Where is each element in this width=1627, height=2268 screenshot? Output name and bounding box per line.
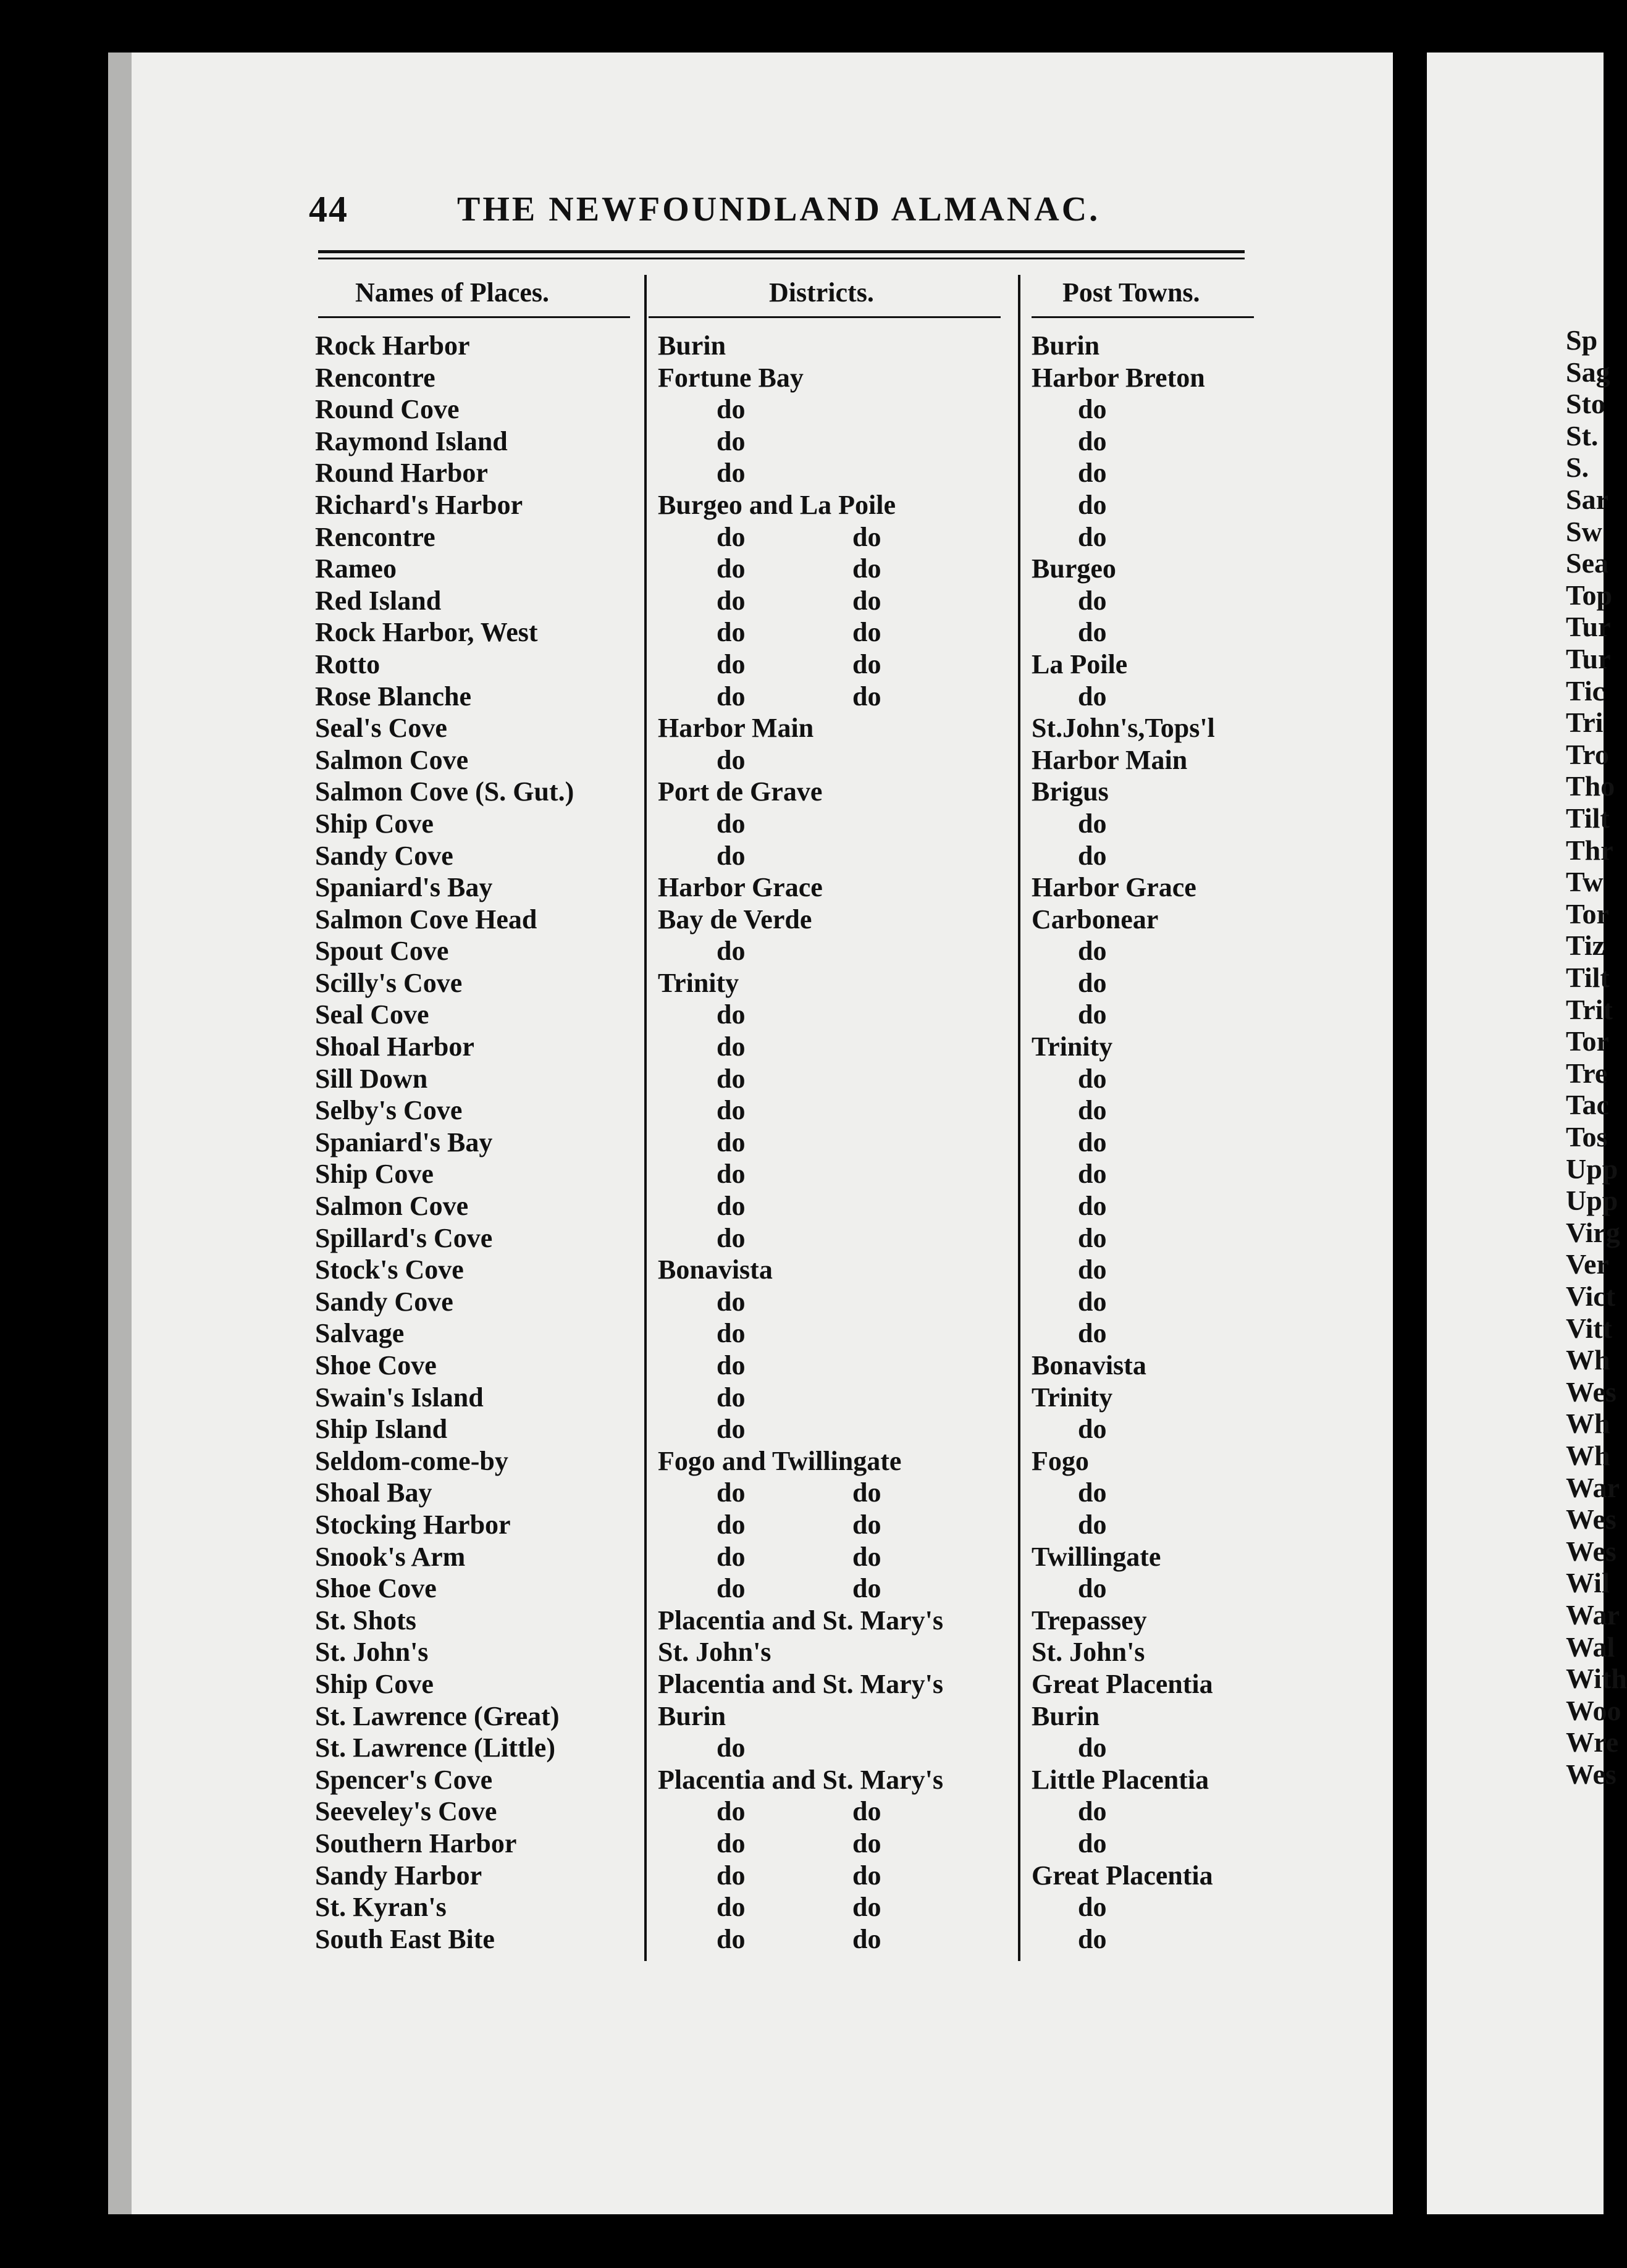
place-name: Rameo <box>315 553 397 584</box>
district-ditto: do <box>852 553 881 584</box>
post-town-name: Great Placentia <box>1032 1860 1213 1891</box>
district-name: do <box>717 1095 746 1126</box>
facing-page-fragment: Wh <box>1566 1408 1610 1440</box>
district-name: do <box>717 1860 746 1891</box>
district-name: do <box>717 681 746 712</box>
table-row <box>0 1891 1604 1923</box>
place-name: Spencer's Cove <box>315 1764 493 1795</box>
table-row <box>0 426 1604 458</box>
table-row <box>0 1541 1604 1573</box>
facing-page-fragment: Tur <box>1566 611 1611 643</box>
place-name: Ship Island <box>315 1414 448 1445</box>
district-ditto: do <box>852 1860 881 1891</box>
district-name: Trinity <box>658 967 739 998</box>
table-row <box>0 967 1604 999</box>
post-town-name: Trinity <box>1032 1031 1113 1062</box>
district-name: do <box>717 1286 746 1317</box>
table-row <box>0 489 1604 521</box>
facing-page-fragment: Woo <box>1566 1694 1621 1726</box>
post-town-name: La Poile <box>1032 649 1128 679</box>
facing-page-fragment: Sp <box>1566 324 1598 356</box>
place-name: South East Bite <box>315 1923 495 1954</box>
table-row <box>0 362 1604 394</box>
places-table <box>0 330 1604 1955</box>
district-name: do <box>717 458 746 489</box>
place-name: Salmon Cove (S. Gut.) <box>315 776 574 807</box>
post-town-name: Brigus <box>1032 776 1109 807</box>
post-town-name: do <box>1078 1923 1107 1954</box>
facing-page-fragment: War <box>1566 1471 1620 1503</box>
district-name: do <box>717 1828 746 1858</box>
place-name: Spaniard's Bay <box>315 1127 493 1157</box>
facing-page-fragment: War <box>1566 1599 1620 1631</box>
table-row <box>0 1477 1604 1509</box>
district-name: Burin <box>658 1700 726 1731</box>
table-row <box>0 1286 1604 1318</box>
district-name: Placentia and St. Mary's <box>658 1605 943 1636</box>
post-town-name: Burgeo <box>1032 553 1116 584</box>
district-name: Bay de Verde <box>658 904 812 934</box>
district-name: Burin <box>658 330 726 361</box>
district-ditto: do <box>852 1509 881 1540</box>
district-name: do <box>717 1509 746 1540</box>
table-row <box>0 904 1604 936</box>
facing-page-fragment: Tilt <box>1566 962 1610 993</box>
facing-page-fragment: Wes <box>1566 1535 1616 1567</box>
facing-page-fragment: Wal <box>1566 1631 1615 1663</box>
place-name: Sandy Cove <box>315 1286 453 1317</box>
place-name: St. Lawrence (Great) <box>315 1700 560 1731</box>
place-name: Red Island <box>315 585 442 616</box>
table-row <box>0 1828 1604 1860</box>
facing-page-fragment: Thr <box>1566 834 1613 866</box>
district-name: do <box>717 1923 746 1954</box>
district-name: do <box>717 1382 746 1413</box>
table-row <box>0 1509 1604 1541</box>
post-town-name: St.John's,Tops'l <box>1032 713 1215 744</box>
place-name: Shoal Bay <box>315 1477 432 1508</box>
facing-page-fragment: Tro <box>1566 738 1609 770</box>
table-row <box>0 681 1604 713</box>
place-name: Shoe Cove <box>315 1573 437 1604</box>
post-town-name: Twillingate <box>1032 1541 1161 1572</box>
district-name: do <box>717 744 746 775</box>
post-town-name: do <box>1078 394 1107 425</box>
place-name: Ship Cove <box>315 1668 434 1699</box>
district-ditto: do <box>852 1541 881 1572</box>
table-row <box>0 1127 1604 1159</box>
post-town-name: Fogo <box>1032 1445 1089 1476</box>
district-name: Harbor Grace <box>658 872 823 903</box>
column-rule-post-towns <box>1032 316 1254 318</box>
district-name: St. John's <box>658 1637 771 1668</box>
table-row <box>0 872 1604 904</box>
header-rule-thick <box>318 250 1245 253</box>
place-name: Rose Blanche <box>315 681 471 712</box>
post-town-name: Carbonear <box>1032 904 1159 934</box>
post-town-name: do <box>1078 1573 1107 1604</box>
district-name: do <box>717 521 746 552</box>
place-name: Salmon Cove <box>315 744 469 775</box>
place-name: Selby's Cove <box>315 1095 463 1126</box>
post-town-name: Trinity <box>1032 1382 1113 1413</box>
place-name: Round Cove <box>315 394 460 425</box>
facing-page-fragment: Tor <box>1566 1025 1609 1057</box>
district-name: Burgeo and La Poile <box>658 489 896 520</box>
district-name: do <box>717 1031 746 1062</box>
district-name: do <box>717 1127 746 1157</box>
post-town-name: Burin <box>1032 330 1100 361</box>
post-town-name: do <box>1078 681 1107 712</box>
facing-page-fragment: Wh <box>1566 1344 1610 1376</box>
district-ditto: do <box>852 649 881 679</box>
district-name: do <box>717 1541 746 1572</box>
facing-page-fragment: Wes <box>1566 1376 1616 1408</box>
table-row <box>0 712 1604 744</box>
table-row <box>0 1222 1604 1254</box>
district-ditto: do <box>852 585 881 616</box>
district-name: do <box>717 426 746 456</box>
facing-page-fragment: Tiz <box>1566 930 1605 962</box>
post-town-name: Trepassey <box>1032 1605 1147 1636</box>
district-name: do <box>717 1159 746 1190</box>
place-name: St. Lawrence (Little) <box>315 1732 555 1763</box>
district-ditto: do <box>852 1477 881 1508</box>
post-town-name: do <box>1078 1414 1107 1445</box>
page-number: 44 <box>309 189 348 230</box>
district-name: do <box>717 1892 746 1923</box>
table-row <box>0 521 1604 553</box>
table-row <box>0 1923 1604 1955</box>
place-name: Ship Cove <box>315 808 434 839</box>
place-name: Sandy Harbor <box>315 1860 482 1891</box>
district-name: do <box>717 1222 746 1253</box>
table-row <box>0 808 1604 840</box>
district-name: do <box>717 999 746 1030</box>
district-name: do <box>717 1573 746 1604</box>
district-name: do <box>717 840 746 871</box>
post-town-name: Harbor Main <box>1032 744 1188 775</box>
place-name: Rencontre <box>315 362 435 393</box>
district-name: Fogo and Twillingate <box>658 1445 902 1476</box>
post-town-name: do <box>1078 1254 1107 1285</box>
table-row <box>0 1700 1604 1732</box>
post-town-name: do <box>1078 617 1107 648</box>
district-name: do <box>717 553 746 584</box>
post-town-name: do <box>1078 1159 1107 1190</box>
post-town-name: do <box>1078 1095 1107 1126</box>
facing-page-fragment: Tw <box>1566 866 1604 898</box>
table-row <box>0 1031 1604 1063</box>
post-town-name: do <box>1078 1892 1107 1923</box>
post-town-name: do <box>1078 585 1107 616</box>
district-name: do <box>717 1063 746 1094</box>
facing-page-fragment: Ver <box>1566 1248 1609 1280</box>
facing-page-fragment: Wh <box>1566 1440 1610 1471</box>
place-name: St. Shots <box>315 1605 416 1636</box>
place-name: Sandy Cove <box>315 840 453 871</box>
district-ditto: do <box>852 681 881 712</box>
table-row <box>0 1094 1604 1127</box>
place-name: Richard's Harbor <box>315 489 523 520</box>
district-name: do <box>717 1191 746 1222</box>
district-name: do <box>717 936 746 967</box>
facing-page-fragment: Upp <box>1566 1185 1618 1217</box>
post-town-name: do <box>1078 1286 1107 1317</box>
place-name: Shoe Cove <box>315 1350 437 1380</box>
post-town-name: do <box>1078 1222 1107 1253</box>
place-name: Raymond Island <box>315 426 508 456</box>
post-town-name: do <box>1078 1732 1107 1763</box>
table-row <box>0 776 1604 808</box>
facing-page-fragment: With <box>1566 1663 1627 1695</box>
district-ditto: do <box>852 521 881 552</box>
facing-page-fragment: Tos <box>1566 1121 1608 1153</box>
district-name: do <box>717 1414 746 1445</box>
table-row <box>0 1860 1604 1892</box>
post-town-name: do <box>1078 489 1107 520</box>
place-name: Round Harbor <box>315 458 488 489</box>
table-row <box>0 457 1604 489</box>
district-ditto: do <box>852 617 881 648</box>
place-name: Salmon Cove Head <box>315 904 537 934</box>
post-town-name: Harbor Breton <box>1032 362 1205 393</box>
facing-page-fragment: Virg <box>1566 1216 1620 1248</box>
district-name: do <box>717 808 746 839</box>
district-name: do <box>717 617 746 648</box>
table-row <box>0 1636 1604 1668</box>
facing-page-fragment: Sar <box>1566 484 1608 515</box>
district-name: do <box>717 649 746 679</box>
place-name: Salvage <box>315 1318 405 1349</box>
column-header-places: Names of Places. <box>355 277 550 308</box>
table-row <box>0 616 1604 649</box>
post-town-name: do <box>1078 1509 1107 1540</box>
table-row <box>0 553 1604 585</box>
facing-page-fragment: Sag <box>1566 356 1610 388</box>
post-town-name: do <box>1078 1796 1107 1827</box>
post-town-name: do <box>1078 1127 1107 1157</box>
table-row <box>0 999 1604 1031</box>
column-rule-districts <box>649 316 1001 318</box>
table-row <box>0 935 1604 967</box>
district-ditto: do <box>852 1573 881 1604</box>
table-row <box>0 1445 1604 1477</box>
table-row <box>0 585 1604 617</box>
facing-page-fragment: S. <box>1566 452 1589 484</box>
district-name: Port de Grave <box>658 776 823 807</box>
facing-page-fragment: Sw <box>1566 515 1602 547</box>
table-row <box>0 1190 1604 1222</box>
facing-page-fragment: Tho <box>1566 770 1615 802</box>
table-row <box>0 1732 1604 1764</box>
post-town-name: do <box>1078 840 1107 871</box>
table-row <box>0 1317 1604 1350</box>
facing-page-fragment: Wes <box>1566 1503 1616 1535</box>
post-town-name: do <box>1078 521 1107 552</box>
post-town-name: do <box>1078 426 1107 456</box>
district-ditto: do <box>852 1796 881 1827</box>
place-name: St. John's <box>315 1637 429 1668</box>
district-name: Placentia and St. Mary's <box>658 1764 943 1795</box>
district-name: Bonavista <box>658 1254 773 1285</box>
facing-page-fragment: Tri <box>1566 707 1604 739</box>
place-name: St. Kyran's <box>315 1892 447 1923</box>
district-name: Harbor Main <box>658 713 814 744</box>
place-name: Seldom-come-by <box>315 1445 508 1476</box>
facing-page-fragment: Wil <box>1566 1567 1610 1599</box>
district-name: do <box>717 394 746 425</box>
place-name: Rotto <box>315 649 380 679</box>
table-row <box>0 1382 1604 1414</box>
column-rule-places <box>318 316 630 318</box>
post-town-name: do <box>1078 808 1107 839</box>
district-ditto: do <box>852 1828 881 1858</box>
table-row <box>0 393 1604 426</box>
facing-page-fragment: Tur <box>1566 643 1611 674</box>
post-town-name: do <box>1078 1063 1107 1094</box>
district-name: do <box>717 1796 746 1827</box>
page-header <box>309 188 1235 238</box>
district-name: Placentia and St. Mary's <box>658 1668 943 1699</box>
district-name: do <box>717 1477 746 1508</box>
post-town-name: Bonavista <box>1032 1350 1146 1380</box>
place-name: Rencontre <box>315 521 435 552</box>
place-name: Seal's Cove <box>315 713 447 744</box>
district-name: Fortune Bay <box>658 362 804 393</box>
post-town-name: do <box>1078 1191 1107 1222</box>
table-row <box>0 1350 1604 1382</box>
place-name: Stock's Cove <box>315 1254 464 1285</box>
facing-page-fragment: Tre <box>1566 1057 1608 1089</box>
table-row <box>0 1254 1604 1286</box>
header-rule-thin <box>318 258 1245 259</box>
facing-page-fragment: Sea <box>1566 547 1608 579</box>
facing-page-fragment: Sto <box>1566 388 1605 420</box>
post-town-name: do <box>1078 967 1107 998</box>
column-header-districts: Districts. <box>769 277 874 308</box>
post-town-name: do <box>1078 1318 1107 1349</box>
post-town-name: do <box>1078 936 1107 967</box>
place-name: Spaniard's Bay <box>315 872 493 903</box>
place-name: Spillard's Cove <box>315 1222 493 1253</box>
table-row <box>0 330 1604 362</box>
facing-page-fragment: Tor <box>1566 897 1609 930</box>
table-row <box>0 744 1604 776</box>
district-ditto: do <box>852 1923 881 1954</box>
place-name: Seeveley's Cove <box>315 1796 497 1827</box>
running-title: THE NEWFOUNDLAND ALMANAC. <box>457 190 1101 229</box>
facing-page-fragment: Wes <box>1566 1758 1616 1790</box>
place-name: Ship Cove <box>315 1159 434 1190</box>
facing-page-fragment: St. <box>1566 419 1599 452</box>
post-town-name: do <box>1078 1477 1107 1508</box>
table-row <box>0 649 1604 681</box>
facing-page-fragment: Tilt <box>1566 802 1610 834</box>
place-name: Rock Harbor <box>315 330 470 361</box>
column-header-post-towns: Post Towns. <box>1062 277 1200 308</box>
place-name: Rock Harbor, West <box>315 617 538 648</box>
post-town-name: do <box>1078 999 1107 1030</box>
post-town-name: Little Placentia <box>1032 1764 1209 1795</box>
post-town-name: do <box>1078 458 1107 489</box>
facing-page-fragment: Upp <box>1566 1153 1618 1185</box>
facing-page-fragment: Vict <box>1566 1280 1616 1312</box>
place-name: Southern Harbor <box>315 1828 517 1858</box>
facing-page-fragment: Tac <box>1566 1089 1609 1121</box>
place-name: Shoal Harbor <box>315 1031 474 1062</box>
table-row <box>0 1413 1604 1445</box>
place-name: Swain's Island <box>315 1382 484 1413</box>
table-row <box>0 1063 1604 1095</box>
place-name: Sill Down <box>315 1063 428 1094</box>
table-row <box>0 1158 1604 1190</box>
place-name: Spout Cove <box>315 936 449 967</box>
place-name: Scilly's Cove <box>315 967 463 998</box>
facing-page-fragment: Tic <box>1566 674 1605 707</box>
table-row <box>0 1605 1604 1637</box>
post-town-name: Great Placentia <box>1032 1668 1213 1699</box>
district-name: do <box>717 1350 746 1380</box>
place-name: Seal Cove <box>315 999 429 1030</box>
facing-page-fragment: Vitt <box>1566 1312 1612 1344</box>
facing-page-fragment: Wre <box>1566 1726 1619 1758</box>
district-name: do <box>717 1318 746 1349</box>
district-name: do <box>717 585 746 616</box>
post-town-name: Harbor Grace <box>1032 872 1196 903</box>
facing-page-fragment: Top <box>1566 579 1613 611</box>
table-row <box>0 1668 1604 1700</box>
place-name: Snook's Arm <box>315 1541 466 1572</box>
post-town-name: Burin <box>1032 1700 1100 1731</box>
post-town-name: St. John's <box>1032 1637 1145 1668</box>
place-name: Stocking Harbor <box>315 1509 511 1540</box>
post-town-name: do <box>1078 1828 1107 1858</box>
table-row <box>0 1796 1604 1828</box>
district-ditto: do <box>852 1892 881 1923</box>
place-name: Salmon Cove <box>315 1191 469 1222</box>
district-name: do <box>717 1732 746 1763</box>
table-row <box>0 1764 1604 1796</box>
facing-page-fragment: Trit <box>1566 993 1613 1025</box>
table-row <box>0 840 1604 872</box>
table-row <box>0 1573 1604 1605</box>
